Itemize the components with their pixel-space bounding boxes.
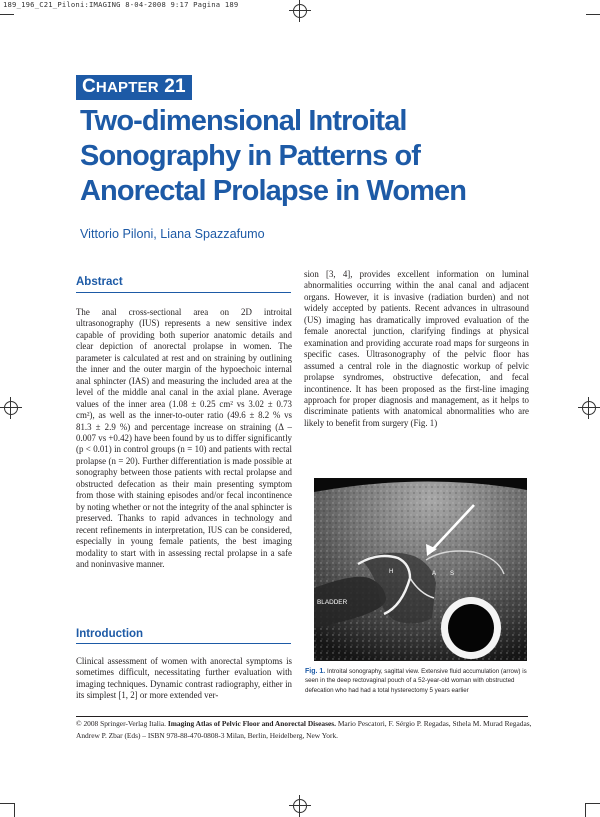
registration-mark-icon — [289, 795, 311, 817]
trim-mark — [0, 803, 14, 804]
footnote-editors: Mario Pescatori, F. Sérgio P. Regadas, Sthela M. Murad Regadas, Andrew P. Zbar (Eds) – ISBN 978-88-470-0808-3 Milan, Berlin, Heidelberg, New York. — [76, 719, 532, 740]
figure-caption — [305, 667, 529, 695]
abstract-heading-rule — [76, 292, 291, 293]
chapter-first-letter: C — [82, 76, 96, 97]
trim-mark — [586, 14, 600, 15]
chapter-number: 21 — [164, 76, 186, 97]
abstract-text: The anal cross-sectional area on 2D introital ultrasonography (IUS) represents a new sensitive index capable of providing both superior anatomic details and clear depiction of anorectal prolapse in women. The parameter is calculated at rest and on straining by outlining the inner and the outer margin of the hypoechoic internal anal sphincter (IAS) and measuring the included area at the level of the middle anal canal in the axial plane. Average values of the inner area (1.08 ± 0.25 cm² vs 3.02 ± 0.73 cm²), as well as the inner-to-outer ratio (49.6 ± 8.2 % vs 81.3 ± 2.9 %) and percentage increase on straining (Δ –0.007 vs +0.42) have been found by us to differ significantly (p < 0.01) in control groups (n = 10) and patients with rectal prolapse (n = 20). Further differentiation is made possible at sonography between those patients with rectal prolapse and obstructed defecation as their main presenting symptom from those with staining episodes and/or fecal incontinence by noting whether or not the integrity of the anal sphincter is preserved. Thanks to rapid advances in technology and recent refinements in interpretation, IUS can be considered, especially in young female patients, the best imaging modality to start with in assessing rectal prolapse in a safe and noninvasive manner. — [76, 307, 292, 569]
registration-mark-icon — [0, 397, 22, 419]
introduction-text: Clinical assessment of women with anorectal symptoms is sometimes difficult, necessitating further evaluation with imaging techniques. Dynamic contrast radiography, either in its simplest [1, 2] or more extended ver- — [76, 656, 292, 701]
trim-mark — [14, 803, 15, 817]
right-column-text: sion [3, 4], provides excellent information on luminal abnormalities occurring within the anal canal and adjacent organs. However, it is invasive (radiation burden) and not widely accepted by patients. Recent advances in ultrasound (US) imaging has dramatically improved evaluation of the female anorectal junction, clarifying findings at physical examination and providing accurate road maps for surgeons in specific cases. Ultrasonography of the pelvic floor has assumed a central role in the diagnostic workup of pelvic prolapse syndromes, obstructive defecation, and fecal incontinence. It has been proposed as the first-line imaging approach for proper diagnosis and management, as it helps to discriminate patients with anatomical abnormalities who are likely to benefit from surgery (Fig. 1) — [304, 269, 529, 428]
abstract-heading: Abstract — [76, 276, 123, 288]
figure-caption-label: Fig. 1. — [305, 668, 326, 675]
ultrasound-figure — [314, 478, 527, 661]
footnote — [76, 718, 532, 741]
introduction-heading: Introduction — [76, 628, 144, 640]
chapter-title: Two-dimensional Introital Sonography in Patterns of Anorectal Prolapse in Women — [80, 105, 467, 207]
trim-mark — [586, 803, 600, 804]
introduction-heading-rule — [76, 643, 291, 644]
registration-mark-icon — [289, 0, 311, 22]
label-a: A — [432, 571, 437, 577]
trim-mark — [585, 803, 586, 817]
chapter-word-rest: HAPTER — [95, 79, 159, 96]
chapter-label — [76, 75, 192, 100]
print-slug: 189_196_C21_Piloni:IMAGING 8-04-2008 9:17 Pagina 189 — [3, 0, 239, 9]
label-h: H — [389, 569, 394, 575]
ultrasound-image — [314, 478, 527, 661]
trim-mark — [0, 14, 14, 15]
footnote-book-title: Imaging Atlas of Pelvic Floor and Anorectal Diseases. — [167, 719, 336, 728]
label-bladder: BLADDER — [317, 599, 348, 606]
registration-mark-icon — [578, 397, 600, 419]
figure-caption-text: Introital sonography, sagittal view. Extensive fluid accumulation (arrow) is seen in the deep rectovaginal pouch of a 52-year-old woman with obstructed defecation who had had a total hysterectomy 5 years earlier — [305, 668, 527, 694]
authors: Vittorio Piloni, Liana Spazzafumo — [80, 227, 265, 241]
footnote-rule — [76, 716, 528, 717]
footnote-prefix: © 2008 Springer-Verlag Italia. — [76, 719, 167, 728]
label-s: S — [450, 571, 455, 577]
